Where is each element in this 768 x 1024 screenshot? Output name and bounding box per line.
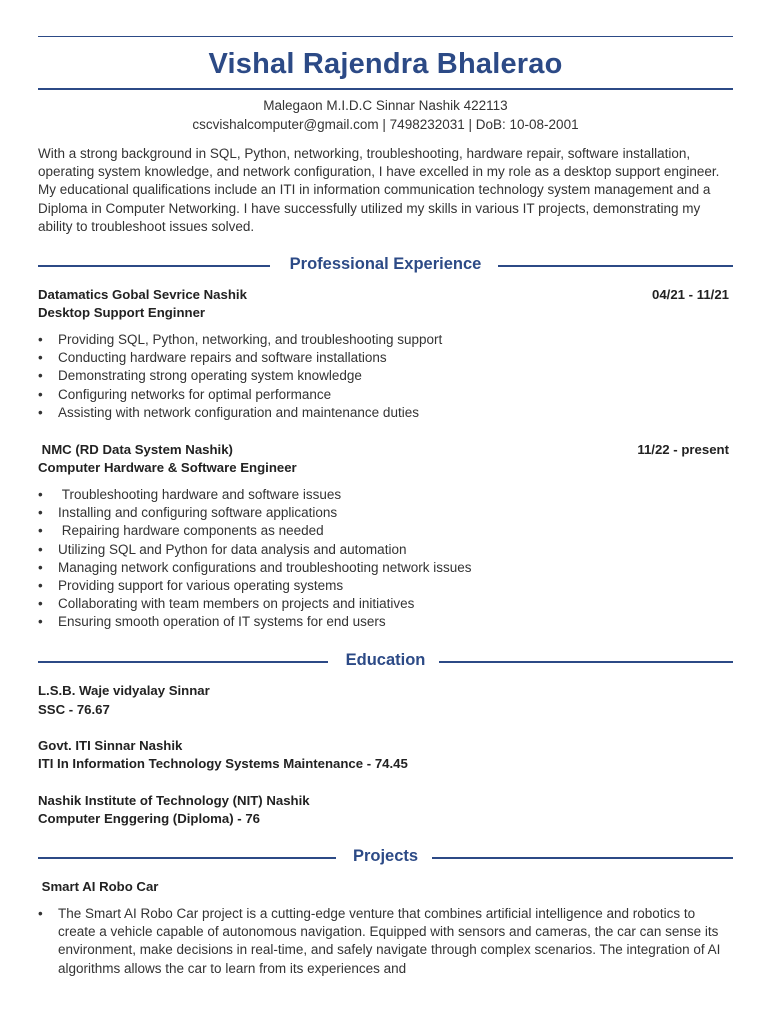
list-item: • Configuring networks for optimal performance <box>38 386 733 404</box>
education-section-header <box>38 651 733 673</box>
job-2-role: Computer Hardware & Software Engineer <box>38 460 297 475</box>
list-item: • Providing support for various operating systems <box>38 577 733 595</box>
list-item: • Repairing hardware components as needed <box>38 522 733 540</box>
list-item: • Collaborating with team members on projects and initiatives <box>38 595 733 613</box>
projects-heading: Projects <box>38 847 733 866</box>
job-1-bullets <box>38 331 733 422</box>
list-item: • Conducting hardware repairs and software installations <box>38 349 733 367</box>
education-3-detail: Computer Enggering (Diploma) - 76 <box>38 811 260 826</box>
project-1-title: Smart AI Robo Car <box>38 879 159 894</box>
list-item: • Managing network configurations and troubleshooting network issues <box>38 559 733 577</box>
job-1-dates: 04/21 - 11/21 <box>652 287 729 302</box>
experience-section-header <box>38 255 733 277</box>
education-heading: Education <box>38 651 733 670</box>
education-3-school: Nashik Institute of Technology (NIT) Nashik <box>38 793 310 808</box>
job-2-dates: 11/22 - present <box>637 442 729 457</box>
list-item: • The Smart AI Robo Car project is a cutting-edge venture that combines artificial intelligence and robotics to create a vehicle capable of autonomous navigation. Equipped with sensors and cameras, the car can sense its environment, make decisions in real-time, and safely navigate through complex scenarios. The integration of AI algorithms allows the car to learn from its experiences and <box>38 905 733 978</box>
job-2-company: NMC (RD Data System Nashik) <box>38 442 233 457</box>
experience-heading: Professional Experience <box>38 255 733 274</box>
education-1-detail: SSC - 76.67 <box>38 702 110 717</box>
list-item: • Installing and configuring software applications <box>38 504 733 522</box>
job-1-company: Datamatics Gobal Sevrice Nashik <box>38 287 247 302</box>
top-divider <box>38 36 733 37</box>
candidate-name: Vishal Rajendra Bhalerao <box>208 48 563 80</box>
job-1-header <box>38 287 729 302</box>
project-1-bullets <box>38 905 733 978</box>
list-item: • Assisting with network configuration and maintenance duties <box>38 404 733 422</box>
list-item: • Ensuring smooth operation of IT systems for end users <box>38 613 733 631</box>
list-item: • Troubleshooting hardware and software issues <box>38 486 733 504</box>
name-divider <box>38 88 733 90</box>
projects-section-header <box>38 847 733 869</box>
job-2-bullets <box>38 486 733 632</box>
list-item: • Providing SQL, Python, networking, and troubleshooting support <box>38 331 733 349</box>
contact-line: cscvishalcomputer@gmail.com | 7498232031 | DoB: 10-08-2001 <box>192 117 579 132</box>
job-1-role: Desktop Support Enginner <box>38 305 206 320</box>
education-2-detail: ITI In Information Technology Systems Maintenance - 74.45 <box>38 756 408 771</box>
education-2-school: Govt. ITI Sinnar Nashik <box>38 738 183 753</box>
address-line: Malegaon M.I.D.C Sinnar Nashik 422113 <box>263 98 508 113</box>
job-2-header <box>38 442 729 457</box>
summary-paragraph: With a strong background in SQL, Python, networking, troubleshooting, hardware repair, software installation, operating system knowledge, and network configuration, I have excelled in my role as a desktop support engineer. My educational qualifications include an ITI in information communication technology system management and a Diploma in Computer Networking. I have successfully utilized my skills in various IT projects, demonstrating my ability to troubleshoot issues solved. <box>38 146 720 234</box>
education-1-school: L.S.B. Waje vidyalay Sinnar <box>38 683 210 698</box>
list-item: • Utilizing SQL and Python for data analysis and automation <box>38 541 733 559</box>
list-item: • Demonstrating strong operating system knowledge <box>38 367 733 385</box>
